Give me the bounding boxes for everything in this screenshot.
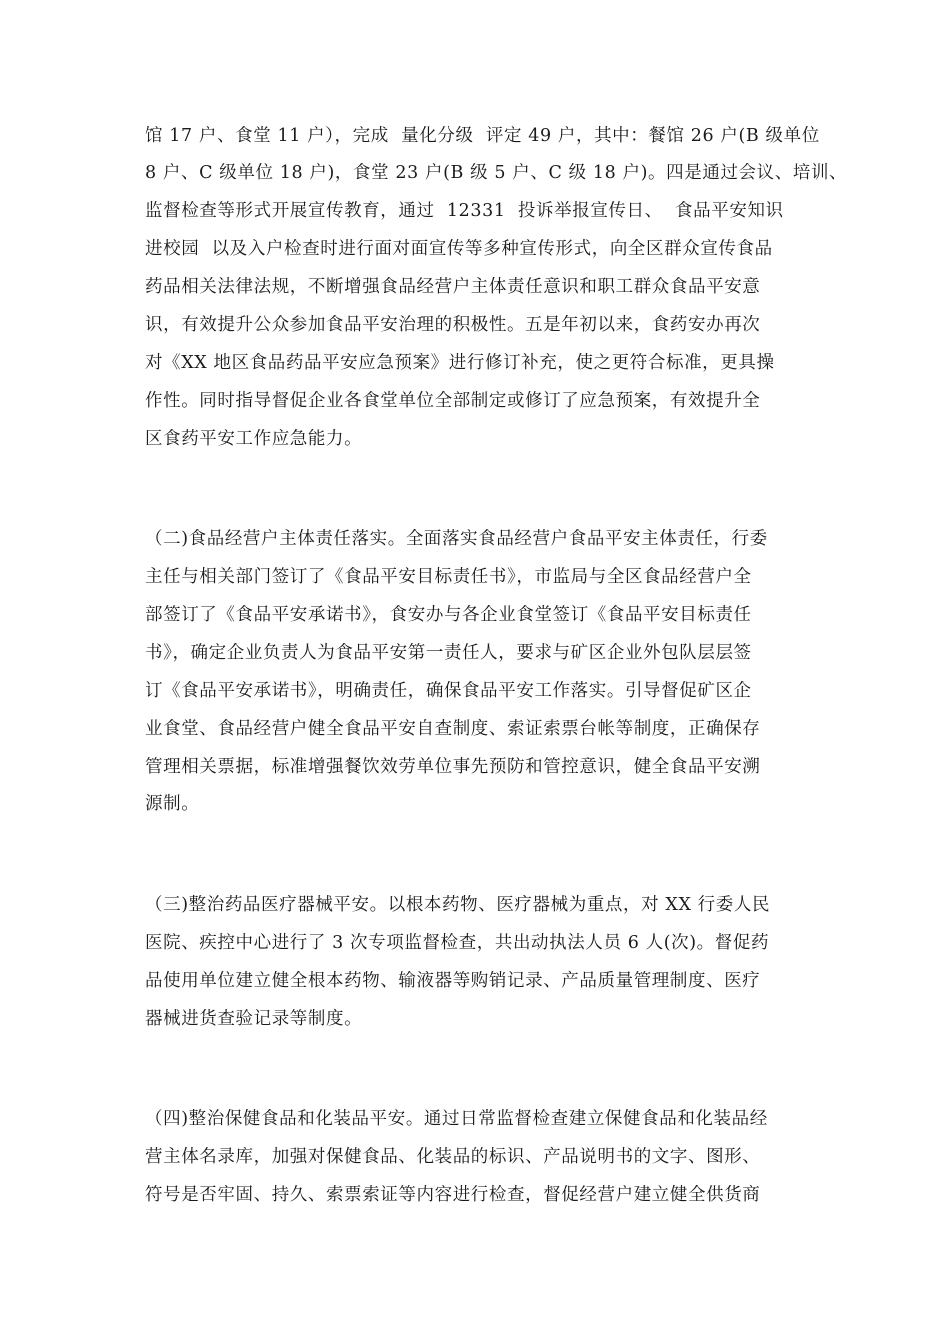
text-line: 器械进货查验记录等制度。 <box>145 1009 363 1029</box>
text-line: 对《XX 地区食品药品平安应急预案》进行修订补充，使之更符合标准，更具操 <box>145 353 775 373</box>
text-line: 符号是否牢固、持久、索票索证等内容进行检查，督促经营户建立健全供货商 <box>145 1185 761 1205</box>
text-line: 进校园 以及入户检查时进行面对面宣传等多种宣传形式，向全区群众宣传食品 <box>145 239 773 259</box>
text-line: 识，有效提升公众参加食品平安治理的积极性。五是年初以来，食药安办再次 <box>145 315 761 335</box>
text-line: 管理相关票据，标准增强餐饮效劳单位事先预防和管控意识，健全食品平安溯 <box>145 757 761 777</box>
text-line: 区食药平安工作应急能力。 <box>145 429 363 449</box>
text-line: 部签订了《食品平安承诺书》，食安办与各企业食堂签订《食品平安目标责任 <box>145 605 752 625</box>
text-line: 监督检查等形式开展宣传教育，通过 12331 投诉举报宣传日、 食品平安知识 <box>145 201 784 221</box>
text-line: 作性。同时指导督促企业各食堂单位全部制定或修订了应急预案，有效提升全 <box>145 391 761 411</box>
text-line: （二)食品经营户主体责任落实。全面落实食品经营户食品平安主体责任，行委 <box>145 529 768 549</box>
text-line: 药品相关法律法规，不断增强食品经营户主体责任意识和职工群众食品平安意 <box>145 277 761 297</box>
text-line: 主任与相关部门签订了《食品平安目标责任书》，市监局与全区食品经营户全 <box>145 567 752 587</box>
text-line: 馆 17 户、食堂 11 户），完成 量化分级 评定 49 户，其中：餐馆 26 户(B 级单位 <box>145 126 820 146</box>
text-line: 源制。 <box>145 794 200 814</box>
text-line: 8 户、C 级单位 18 户)，食堂 23 户(B 级 5 户、C 级 18 户)。四是通过会议、培训、 <box>145 163 848 183</box>
text-line: 业食堂、食品经营户健全食品平安自查制度、索证索票台帐等制度，正确保存 <box>145 719 761 739</box>
text-line: （三)整治药品医疗器械平安。以根本药物、医疗器械为重点，对 XX 行委人民 <box>145 895 771 915</box>
text-line: （四)整治保健食品和化装品平安。通过日常监督检查建立保健食品和化装品经 <box>145 1109 768 1129</box>
text-line: 品使用单位建立健全根本药物、输液器等购销记录、产品质量管理制度、医疗 <box>145 971 761 991</box>
text-line: 书》，确定企业负责人为食品平安第一责任人，要求与矿区企业外包队层层签 <box>145 643 752 663</box>
text-line: 医院、疾控中心进行了 3 次专项监督检查，共出动执法人员 6 人(次)。督促药 <box>145 933 770 953</box>
text-line: 订《食品平安承诺书》，明确责任，确保食品平安工作落实。引导督促矿区企 <box>145 681 752 701</box>
text-line: 营主体名录库，加强对保健食品、化装品的标识、产品说明书的文字、图形、 <box>145 1147 761 1167</box>
